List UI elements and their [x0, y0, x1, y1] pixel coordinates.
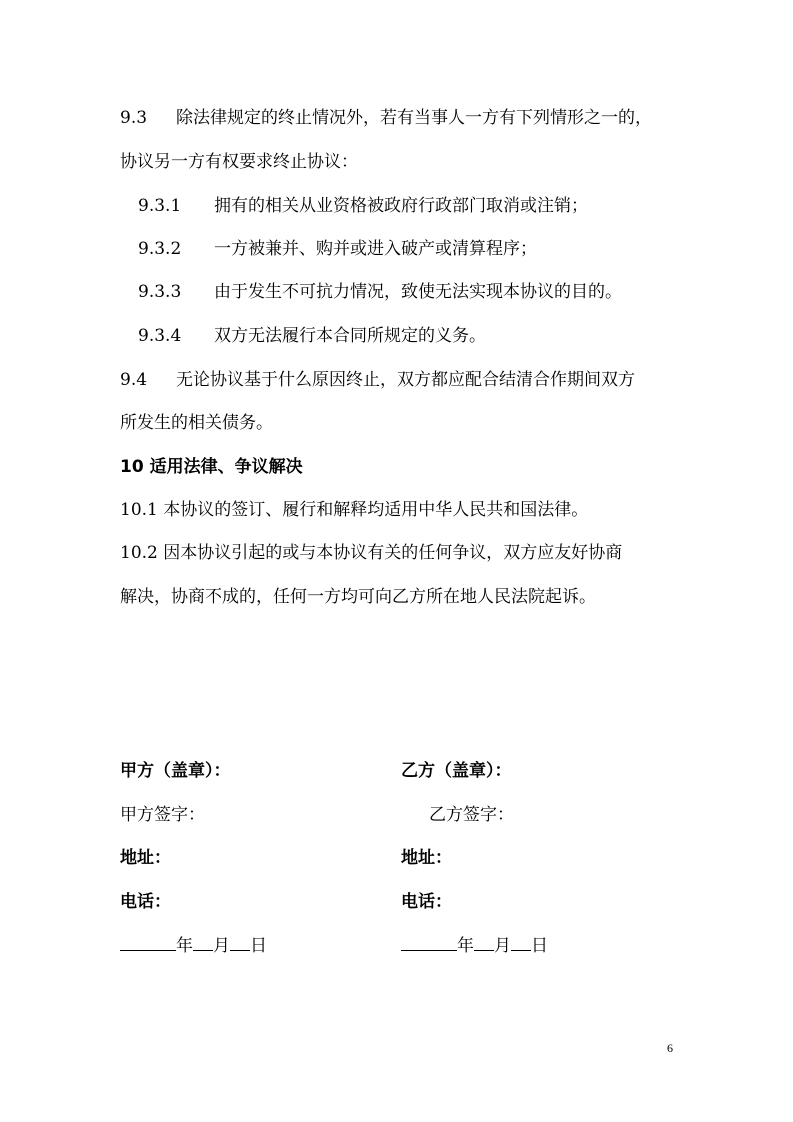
party-b-signature-label: 乙方签字：	[429, 805, 514, 825]
clause-9-4-number: 9.4	[120, 370, 148, 390]
clause-9-3-text: 除法律规定的终止情况外，若有当事人一方有下列情形之一的，	[176, 108, 652, 128]
party-a-date-line	[120, 934, 267, 957]
sub-item-9-3-2	[138, 238, 537, 260]
clause-9-3-line-2: 协议另一方有权要求终止协议：	[120, 152, 358, 172]
clause-9-4-text: 无论协议基于什么原因终止，双方都应配合结清合作期间双方	[176, 370, 635, 390]
party-a-signature-label: 甲方签字：	[120, 805, 205, 825]
year-label: 年	[457, 936, 474, 956]
month-blank	[193, 934, 213, 951]
day-blank	[511, 934, 531, 951]
sub-item-text: 双方无法履行本合同所规定的义务。	[214, 326, 486, 346]
sub-item-text: 拥有的相关从业资格被政府行政部门取消或注销；	[214, 196, 588, 216]
month-label: 月	[213, 936, 230, 956]
section-10-heading: 10 适用法律、争议解决	[120, 457, 303, 477]
sub-item-text: 由于发生不可抗力情况，致使无法实现本协议的目的。	[214, 282, 622, 302]
sub-item-number: 9.3.3	[138, 282, 182, 302]
party-b-date-line	[401, 934, 548, 957]
sub-item-9-3-4	[138, 325, 486, 347]
page-number: 6	[667, 1041, 673, 1055]
sub-item-number: 9.3.1	[138, 196, 182, 216]
year-label: 年	[176, 936, 193, 956]
party-a-phone-label: 电话：	[120, 892, 171, 912]
year-blank	[401, 934, 457, 951]
party-a-address-label: 地址：	[120, 848, 171, 868]
year-blank	[120, 934, 176, 951]
sub-item-number: 9.3.2	[138, 239, 182, 259]
clause-10-2-line-2: 解决，协商不成的，任何一方均可向乙方所在地人民法院起诉。	[120, 587, 596, 607]
day-label: 日	[250, 936, 267, 956]
clause-9-4-line-2: 所发生的相关债务。	[120, 413, 273, 433]
month-label: 月	[494, 936, 511, 956]
clause-10-1: 10.1 本协议的签订、履行和解释均适用中华人民共和国法律。	[120, 500, 589, 520]
day-label: 日	[531, 936, 548, 956]
clause-9-3-line-1	[120, 107, 652, 129]
clause-9-4-line-1	[120, 369, 635, 391]
party-b-seal-label: 乙方（盖章）：	[401, 761, 512, 781]
clause-10-2-line-1: 10.2 因本协议引起的或与本协议有关的任何争议，双方应友好协商	[120, 543, 623, 563]
month-blank	[474, 934, 494, 951]
party-b-phone-label: 电话：	[401, 892, 452, 912]
sub-item-text: 一方被兼并、购并或进入破产或清算程序；	[214, 239, 537, 259]
party-a-seal-label: 甲方（盖章）：	[120, 761, 231, 781]
party-b-address-label: 地址：	[401, 848, 452, 868]
sub-item-number: 9.3.4	[138, 326, 182, 346]
sub-item-9-3-3	[138, 281, 622, 303]
clause-9-3-number: 9.3	[120, 108, 148, 128]
day-blank	[230, 934, 250, 951]
sub-item-9-3-1	[138, 195, 588, 217]
